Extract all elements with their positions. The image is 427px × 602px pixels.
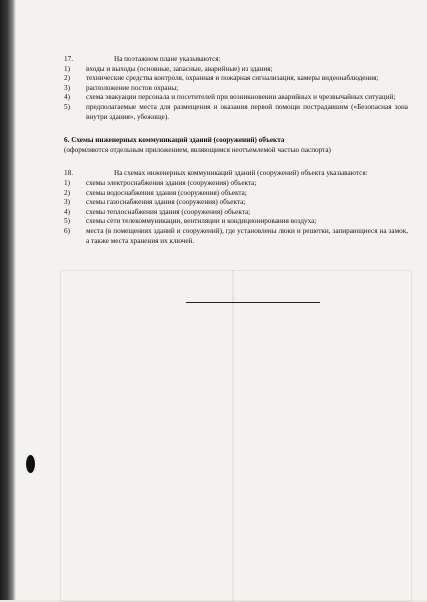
list-item bbox=[64, 74, 408, 84]
list-item-number: 1) bbox=[64, 64, 70, 73]
list-item-text: схемы газоснабжения здания (сооружения) объекта; bbox=[86, 198, 246, 207]
document-body bbox=[64, 55, 408, 260]
bleed-through-table bbox=[60, 270, 412, 602]
list-item-number: 3) bbox=[64, 198, 70, 207]
list-item bbox=[64, 227, 408, 246]
list-item-text: предполагаемые места для размещения и оказания первой помощи пострадавшим («Безопасная зона внутри здания», убежище). bbox=[86, 102, 408, 121]
list-item-text: места (в помещениях зданий и сооружений), где установлены люки и решетки, запирающиеся на замок, а также места хранения их ключей. bbox=[86, 226, 408, 245]
list-item-number: 2) bbox=[64, 74, 70, 83]
list-item bbox=[64, 208, 408, 218]
list-item bbox=[64, 93, 408, 103]
list-item-number: 2) bbox=[64, 188, 70, 197]
list-item-text: схемы электроснабжения здания (сооружения) объекта; bbox=[86, 178, 257, 187]
bleed-through-table-divider bbox=[232, 270, 234, 602]
list-item bbox=[64, 103, 408, 122]
list-item bbox=[64, 84, 408, 94]
list-item-number: 6) bbox=[64, 226, 70, 235]
item-intro: На поэтажном плане указываются: bbox=[114, 55, 221, 63]
separator-line bbox=[186, 302, 320, 303]
section-subtitle: (оформляются отдельным приложением, являющимся неотъемлемой частью паспорта) bbox=[64, 145, 331, 154]
binder-hole bbox=[26, 455, 35, 473]
list-item-text: расположение постов охраны; bbox=[86, 83, 179, 92]
list-item-number: 5) bbox=[64, 102, 70, 111]
list-item-text: входы и выходы (основные, запасные, аварийные) из здания; bbox=[86, 64, 273, 73]
list-item bbox=[64, 65, 408, 75]
list-item-number: 4) bbox=[64, 207, 70, 216]
list-item-text: схемы теплоснабжения здания (сооружения) объекта; bbox=[86, 207, 251, 216]
list-item bbox=[64, 179, 408, 189]
list-item bbox=[64, 217, 408, 227]
list-item-number: 1) bbox=[64, 178, 70, 187]
list-item-text: технические средства контроля, охранная и пожарная сигнализация, камеры видеонаблюдения; bbox=[86, 74, 379, 83]
list-item-text: схемы водоснабжения здания (сооружения) объекта; bbox=[86, 188, 247, 197]
list-item-number: 4) bbox=[64, 93, 70, 102]
item-number: 18. bbox=[64, 169, 73, 178]
list-item bbox=[64, 189, 408, 199]
list-item-number: 5) bbox=[64, 217, 70, 226]
item-17 bbox=[64, 55, 408, 122]
item-18 bbox=[64, 169, 408, 246]
list-item-number: 3) bbox=[64, 83, 70, 92]
scanner-edge-shadow bbox=[0, 0, 16, 600]
list-item-text: схемы сети телекоммуникации, вентиляции и кондиционирования воздуха; bbox=[86, 217, 317, 226]
item-intro: На схемах инженерных коммуникаций зданий (сооружений) объекта указываются: bbox=[114, 169, 368, 178]
list-item-text: схема эвакуации персонала и посетителей при возникновении аварийных и чрезвычайных ситуаций; bbox=[86, 93, 396, 102]
section-6 bbox=[64, 136, 408, 155]
section-title: 6. Схемы инженерных коммуникаций зданий (сооружений) объекта bbox=[64, 136, 285, 145]
list-item bbox=[64, 198, 408, 208]
item-number: 17. bbox=[64, 55, 73, 63]
